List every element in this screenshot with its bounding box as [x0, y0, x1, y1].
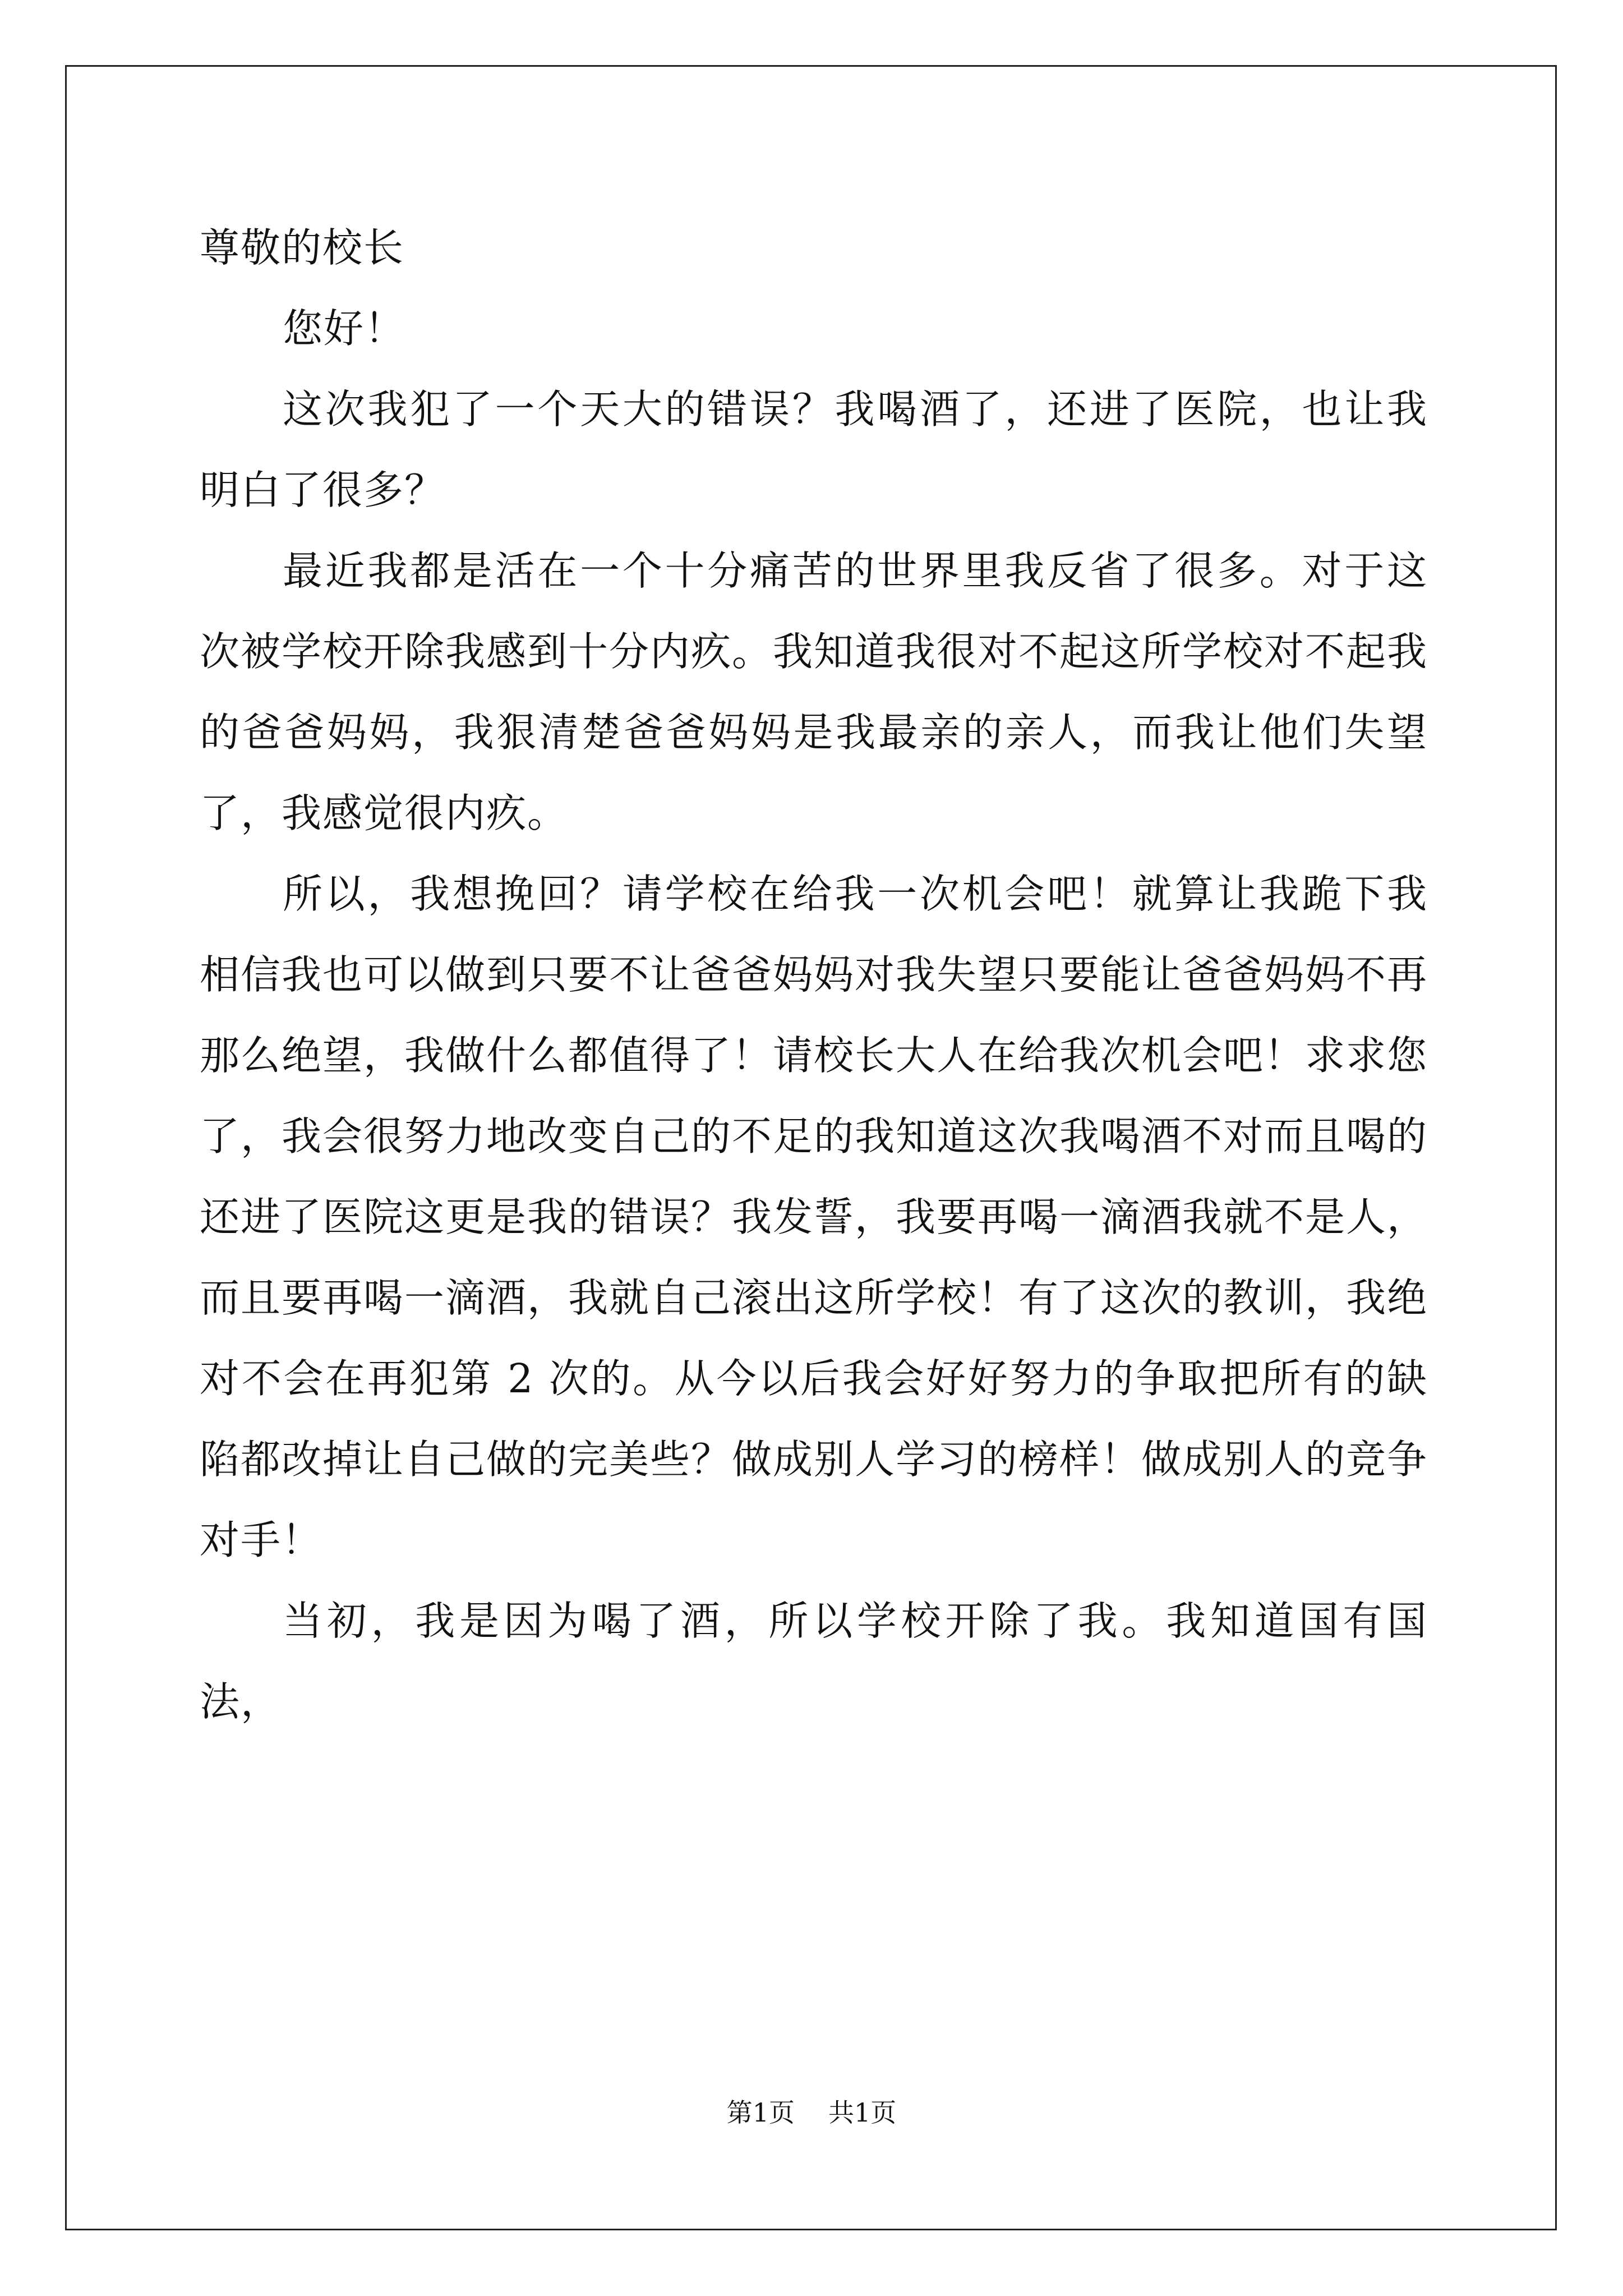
body-paragraph: 这次我犯了一个天大的错误？我喝酒了，还进了医院，也让我明白了很多？ — [200, 386, 1428, 513]
body-paragraph: 所以，我想挽回？请学校在给我一次机会吧！就算让我跪下我相信我也可以做到只要不让爸爸妈妈对我失望只要能让爸爸妈妈不再那么绝望，我做什么都值得了！请校长大人在给我次机会吧！求求您了，我会很努力地改变自己的不足的我知道这次我喝酒不对而且喝的还进了医院这更是我的错误？我发誓，我要再喝一滴酒我就不是人，而且要再喝一滴酒，我就自己滚出这所学校！有了这次的教训，我绝对不会在再犯第 2 次的。从今以后我会好好努力的争取把所有的缺陷都改掉让自己做的完美些？做成别人学习的榜样！做成别人的竞争对手！ — [200, 871, 1428, 1563]
page-footer — [0, 2096, 1623, 2129]
body-paragraph: 最近我都是活在一个十分痛苦的世界里我反省了很多。对于这次被学校开除我感到十分内疚。我知道我很对不起这所学校对不起我的爸爸妈妈，我狠清楚爸爸妈妈是我最亲的亲人，而我让他们失望了，我感觉很内疚。 — [200, 547, 1428, 836]
page-number: 第1页 — [726, 2097, 795, 2128]
letter-body — [200, 208, 1428, 1742]
greeting-paragraph: 您好！ — [283, 305, 406, 352]
page-count: 共1页 — [828, 2097, 897, 2128]
body-paragraph: 当初，我是因为喝了酒，所以学校开除了我。我知道国有国法， — [200, 1598, 1428, 1725]
salutation: 尊敬的校长 — [200, 224, 405, 271]
